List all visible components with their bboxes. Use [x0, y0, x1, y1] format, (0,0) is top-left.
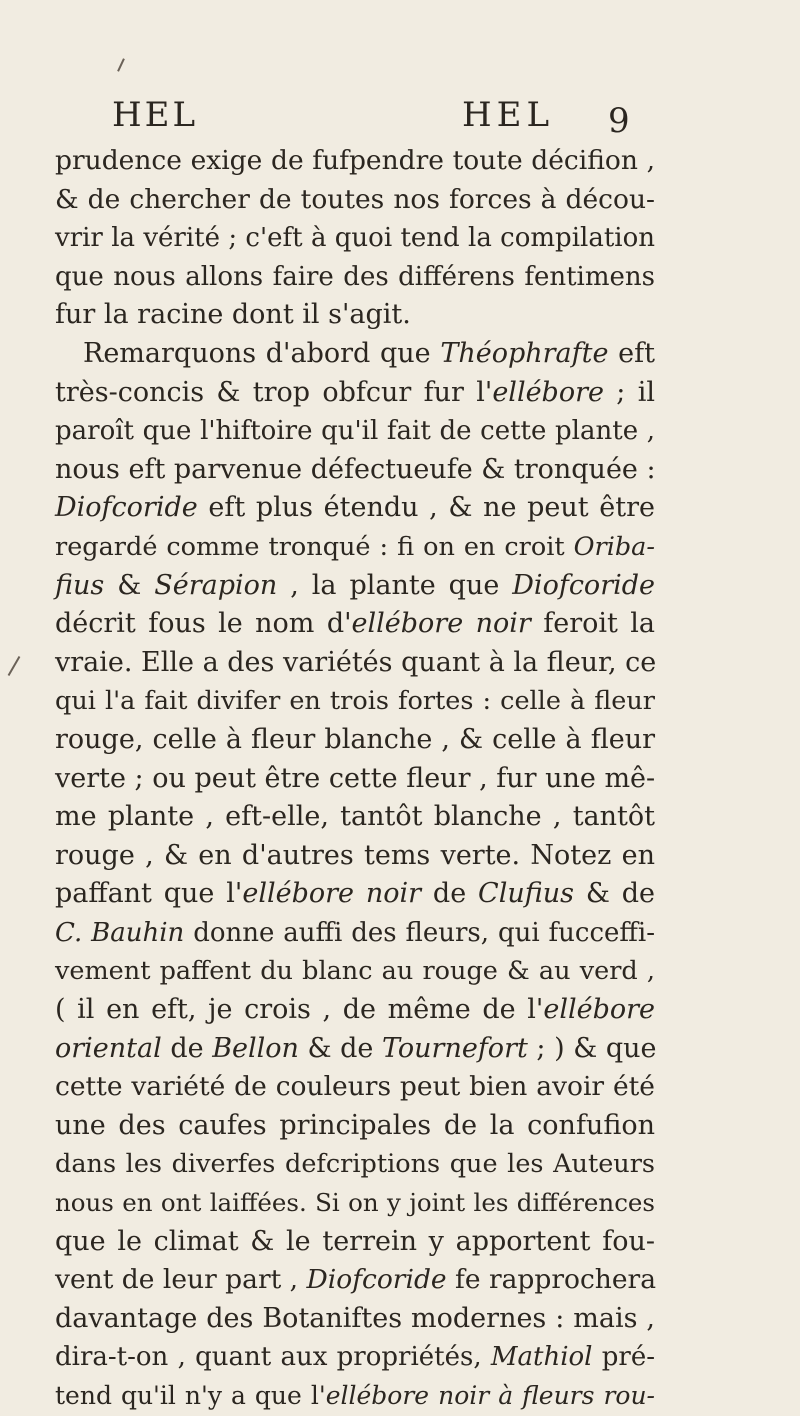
text-segment: nous eft parvenue défectueufe & tronquée : — [55, 453, 656, 485]
italic-text: Sérapion — [154, 569, 278, 601]
running-header — [0, 95, 800, 145]
text-segment: pré- — [592, 1342, 656, 1373]
text-segment: de — [161, 1032, 213, 1064]
text-segment: davantage des Botaniftes modernes : mais , — [55, 1302, 655, 1334]
text-segment: dira-t-on , quant aux propriétés, — [55, 1342, 491, 1373]
text-line — [55, 1338, 655, 1377]
italic-text: ellébore — [492, 376, 604, 408]
text-line — [55, 682, 655, 721]
text-segment: vent de leur part , — [55, 1264, 307, 1296]
text-line — [55, 451, 655, 490]
text-line — [55, 567, 655, 606]
text-line — [55, 798, 655, 837]
text-line — [55, 721, 655, 760]
italic-text: Diofcoride — [512, 569, 655, 601]
text-line — [55, 1145, 655, 1184]
text-line — [55, 1068, 655, 1107]
text-line — [55, 1107, 655, 1146]
text-segment: ( il en eft, je crois , de même de l' — [55, 994, 544, 1026]
text-segment: décrit fous le nom d' — [55, 608, 352, 640]
text-segment: Remarquons d'abord que — [83, 337, 441, 369]
text-segment: fe rapprochera — [446, 1264, 657, 1296]
text-segment: vrir la vérité ; c'eft à quoi tend la compilation — [55, 223, 655, 254]
text-segment: & — [104, 569, 155, 601]
italic-text: fius — [55, 569, 105, 601]
italic-text: Bellon — [212, 1032, 299, 1064]
text-segment: me plante , eft-elle, tantôt blanche , tantôt — [55, 801, 655, 833]
text-segment: paroît que l'hiftoire qu'il fait de cette plante , — [55, 416, 655, 447]
text-segment: ; il — [603, 376, 655, 408]
body-text — [55, 142, 655, 1416]
text-segment: rouge , & en d'autres tems verte. Notez en — [55, 839, 655, 871]
text-segment: nous en ont laiffées. Si on y joint les différences — [55, 1188, 655, 1218]
text-segment: feroit la — [530, 608, 655, 640]
text-segment: très-concis & trop obfcur fur l' — [55, 376, 493, 408]
page-number: 9 — [608, 101, 630, 141]
margin-mark — [117, 58, 125, 72]
text-line — [55, 1223, 655, 1262]
text-line — [55, 1377, 655, 1416]
italic-text: ellébore noir — [351, 608, 531, 640]
italic-text: Théophrafte — [440, 337, 609, 369]
text-line — [55, 914, 655, 953]
text-segment: eft plus étendu , & ne peut être — [197, 492, 655, 524]
italic-text: Diofcoride — [306, 1264, 447, 1296]
text-segment: ; ) & que — [527, 1032, 657, 1064]
text-segment: eft — [608, 337, 655, 369]
text-line — [55, 644, 655, 683]
text-line — [55, 952, 655, 991]
text-segment: dans les diverfes defcriptions que les Auteurs — [55, 1149, 655, 1180]
text-segment: rouge, celle à fleur blanche , & celle à fleur — [55, 723, 655, 755]
italic-text: Tournefort — [381, 1032, 528, 1064]
italic-text: Clufius — [478, 878, 574, 910]
text-segment: donne auffi des fleurs, qui fucceffi- — [184, 917, 656, 948]
text-segment: paffant que l' — [55, 878, 243, 910]
text-line — [55, 258, 655, 297]
text-segment: regardé comme tronqué : fi on en croit — [55, 531, 574, 562]
italic-text: Mathiol — [490, 1342, 593, 1373]
italic-text: Oriba- — [573, 531, 655, 562]
text-line — [55, 991, 655, 1030]
text-segment: cette variété de couleurs peut bien avoir été — [55, 1071, 655, 1103]
text-line — [55, 412, 655, 451]
text-line — [55, 1300, 655, 1339]
italic-text: ellébore — [543, 994, 655, 1026]
text-segment: que nous allons faire des différens fentimens — [55, 261, 655, 292]
text-line — [55, 142, 655, 181]
text-line — [55, 875, 655, 914]
italic-text: oriental — [55, 1032, 162, 1064]
text-segment: une des caufes principales de la confufion — [55, 1109, 655, 1141]
text-line — [55, 528, 655, 567]
text-segment: fur la racine dont il s'agit. — [55, 299, 411, 331]
text-segment: verte ; ou peut être cette fleur , fur une mê- — [55, 762, 656, 794]
text-segment: de — [421, 878, 479, 910]
text-segment: tend qu'il n'y a que l' — [55, 1381, 326, 1410]
text-line — [55, 1030, 655, 1069]
text-line — [55, 296, 655, 335]
text-line — [55, 181, 655, 220]
text-segment: vraie. Elle a des variétés quant à la fleur, ce — [55, 646, 657, 678]
italic-text: C. Bauhin — [55, 917, 185, 948]
italic-text: ellébore noir à fleurs rou- — [325, 1381, 655, 1410]
text-segment: que le climat & le terrein y apportent fou- — [55, 1225, 655, 1257]
text-segment: qui l'a fait divifer en trois fortes : celle à fleur — [55, 686, 655, 717]
running-head-left: HEL — [112, 95, 199, 135]
margin-mark — [8, 656, 21, 676]
text-line — [55, 335, 655, 374]
text-line — [55, 605, 655, 644]
italic-text: ellébore noir — [242, 878, 422, 910]
text-segment: & de — [573, 878, 656, 910]
running-head-right: HEL — [462, 95, 555, 135]
text-line — [55, 760, 655, 799]
text-line — [55, 219, 655, 258]
text-segment: vement paffent du blanc au rouge & au verd , — [55, 956, 655, 987]
text-line — [55, 1184, 655, 1223]
text-segment: , la plante que — [277, 569, 513, 601]
italic-text: Diofcoride — [55, 492, 198, 524]
text-segment: prudence exige de fufpendre toute décifion , — [55, 145, 655, 176]
text-line — [55, 1261, 655, 1300]
text-line — [55, 837, 655, 876]
text-segment: & de — [298, 1032, 382, 1064]
text-line — [55, 489, 655, 528]
text-line — [55, 374, 655, 413]
text-segment: & de chercher de toutes nos forces à décou- — [55, 183, 655, 215]
